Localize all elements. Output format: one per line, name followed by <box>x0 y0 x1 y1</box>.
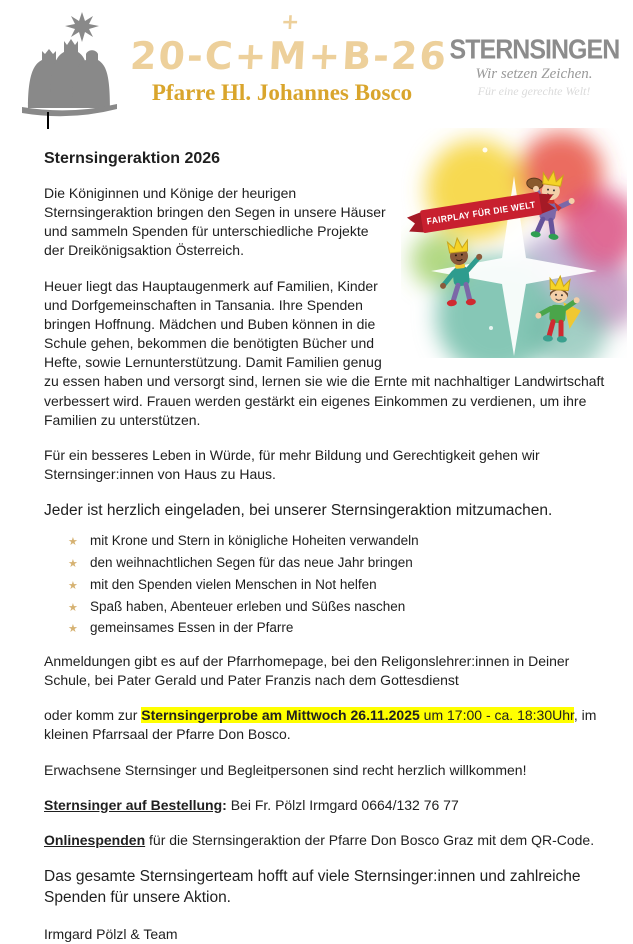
bestellung-phone: Bei Fr. Pölzl Irmgard 0664/132 76 77 <box>226 796 459 813</box>
bestellung-colon: : <box>222 796 227 813</box>
cmb-blessing-text: 20-C+M + +B-26 <box>129 10 449 78</box>
probe-time: um 17:00 - ca. 18:30Uhr <box>419 707 574 724</box>
activity-list <box>44 532 615 638</box>
paragraph-closing: Das gesamte Sternsingerteam hofft auf viele Sternsinger:innen und zahlreiche Spenden für unsere Aktion. <box>44 868 581 907</box>
list-item <box>68 554 615 572</box>
paragraph-bestellung <box>44 796 615 815</box>
list-item-label: den weihnachtlichen Segen für das neue Jahr bringen <box>90 554 413 570</box>
list-item <box>68 532 615 550</box>
onlinespenden-text: für die Sternsingeraktion der Pfarre Don Bosco Graz mit dem QR-Code. <box>145 832 595 848</box>
brand-tagline: Wir setzen Zeichen. <box>475 66 593 82</box>
list-item <box>68 576 615 594</box>
list-item <box>68 598 615 616</box>
probe-suffix: , im kleinen Pfarrsaal der Pfarre Don Bosco. <box>44 707 597 743</box>
paragraph-onlinespenden <box>44 831 615 850</box>
paragraph-erwachsene: Erwachsene Sternsinger und Begleitpersonen sind recht herzlich willkommen! <box>44 761 527 778</box>
paragraph-intro: Die Königinnen und Könige der heurigen Sternsingeraktion bringen den Segen in unsere Häuser und sammeln Spenden für unterschiedliche Projekte der Dreikönigsaktion Österreich. <box>44 184 386 259</box>
text-cursor <box>47 112 49 129</box>
page-title: Sternsingeraktion 2026 <box>44 150 221 167</box>
sternsinger-artwork-image <box>401 128 627 358</box>
fairplay-banner-text: FAIRPLAY FÜR DIE WELT <box>426 198 544 227</box>
brand-title: STERNSINGEN <box>449 32 619 66</box>
star-bullet-icon: ★ <box>68 557 78 570</box>
probe-prefix: oder komm zur <box>44 707 142 724</box>
star-bullet-icon: ★ <box>68 579 78 592</box>
list-item <box>68 619 615 637</box>
paragraph-tansania: Heuer liegt das Hauptaugenmerk auf Familien, Kinder und Dorfgemeinschaften in Tansania. Ihre Spenden bringen Hoffnung. Mädchen und Buben können in die Schule gehen, bekommen die benötigten Bücher und Hefte, sowie Lernunterstützung. Damit Familien genug zu essen haben und versorgt sind, lernen sie wie die Ernte mit nachhaltiger Landwirtschaft verbessert wird. Frauen werden gestärkt ein eigenes Einkommen zu verdienen, um ihre Familien zu unterstützen. <box>44 277 605 428</box>
paragraph-wuerde: Für ein besseres Leben in Würde, für mehr Bildung und Gerechtigkeit gehen wir Sternsinger:innen von Haus zu Haus. <box>44 446 540 483</box>
star-bullet-icon: ★ <box>68 623 78 636</box>
highlighted-probe-date <box>141 707 574 723</box>
star-bullet-icon: ★ <box>68 601 78 614</box>
brand-tagline-2: Für eine gerechte Welt! <box>477 84 591 98</box>
probe-date-bold: Sternsingerprobe am Mittwoch 26.11.2025 <box>141 707 420 724</box>
parish-title: Pfarre Hl. Johannes Bosco <box>151 80 413 105</box>
signature: Irmgard Pölzl & Team <box>44 925 178 942</box>
paragraph-probe <box>44 706 615 744</box>
bestellung-label: Sternsinger auf Bestellung <box>44 796 223 813</box>
list-item-label: mit den Spenden vielen Menschen in Not helfen <box>90 576 377 592</box>
document-body <box>0 132 633 944</box>
sternsingen-logo <box>443 34 625 99</box>
list-item-label: gemeinsames Essen in der Pfarre <box>90 620 294 636</box>
paragraph-anmeldung: Anmeldungen gibt es auf der Pfarrhomepage, bei den Religonslehrer:innen in Deiner Schule, bei Pater Gerald und Pater Franzis nach dem Gottesdienst <box>44 652 570 689</box>
onlinespenden-label: Onlinespenden <box>44 832 146 848</box>
list-item-label: Spaß haben, Abenteuer erleben und Süßes naschen <box>90 598 406 614</box>
three-kings-silhouette-icon <box>20 12 120 124</box>
list-item-label: mit Krone und Stern in königliche Hoheiten verwandeln <box>90 532 419 548</box>
star-of-bethlehem-icon <box>65 12 99 42</box>
invitation-line: Jeder ist herzlich eingeladen, bei unserer Sternsingeraktion mitzumachen. <box>44 502 553 520</box>
star-bullet-icon: ★ <box>68 535 78 548</box>
crown-cross-icon: + <box>280 10 301 35</box>
page-header <box>0 0 633 132</box>
